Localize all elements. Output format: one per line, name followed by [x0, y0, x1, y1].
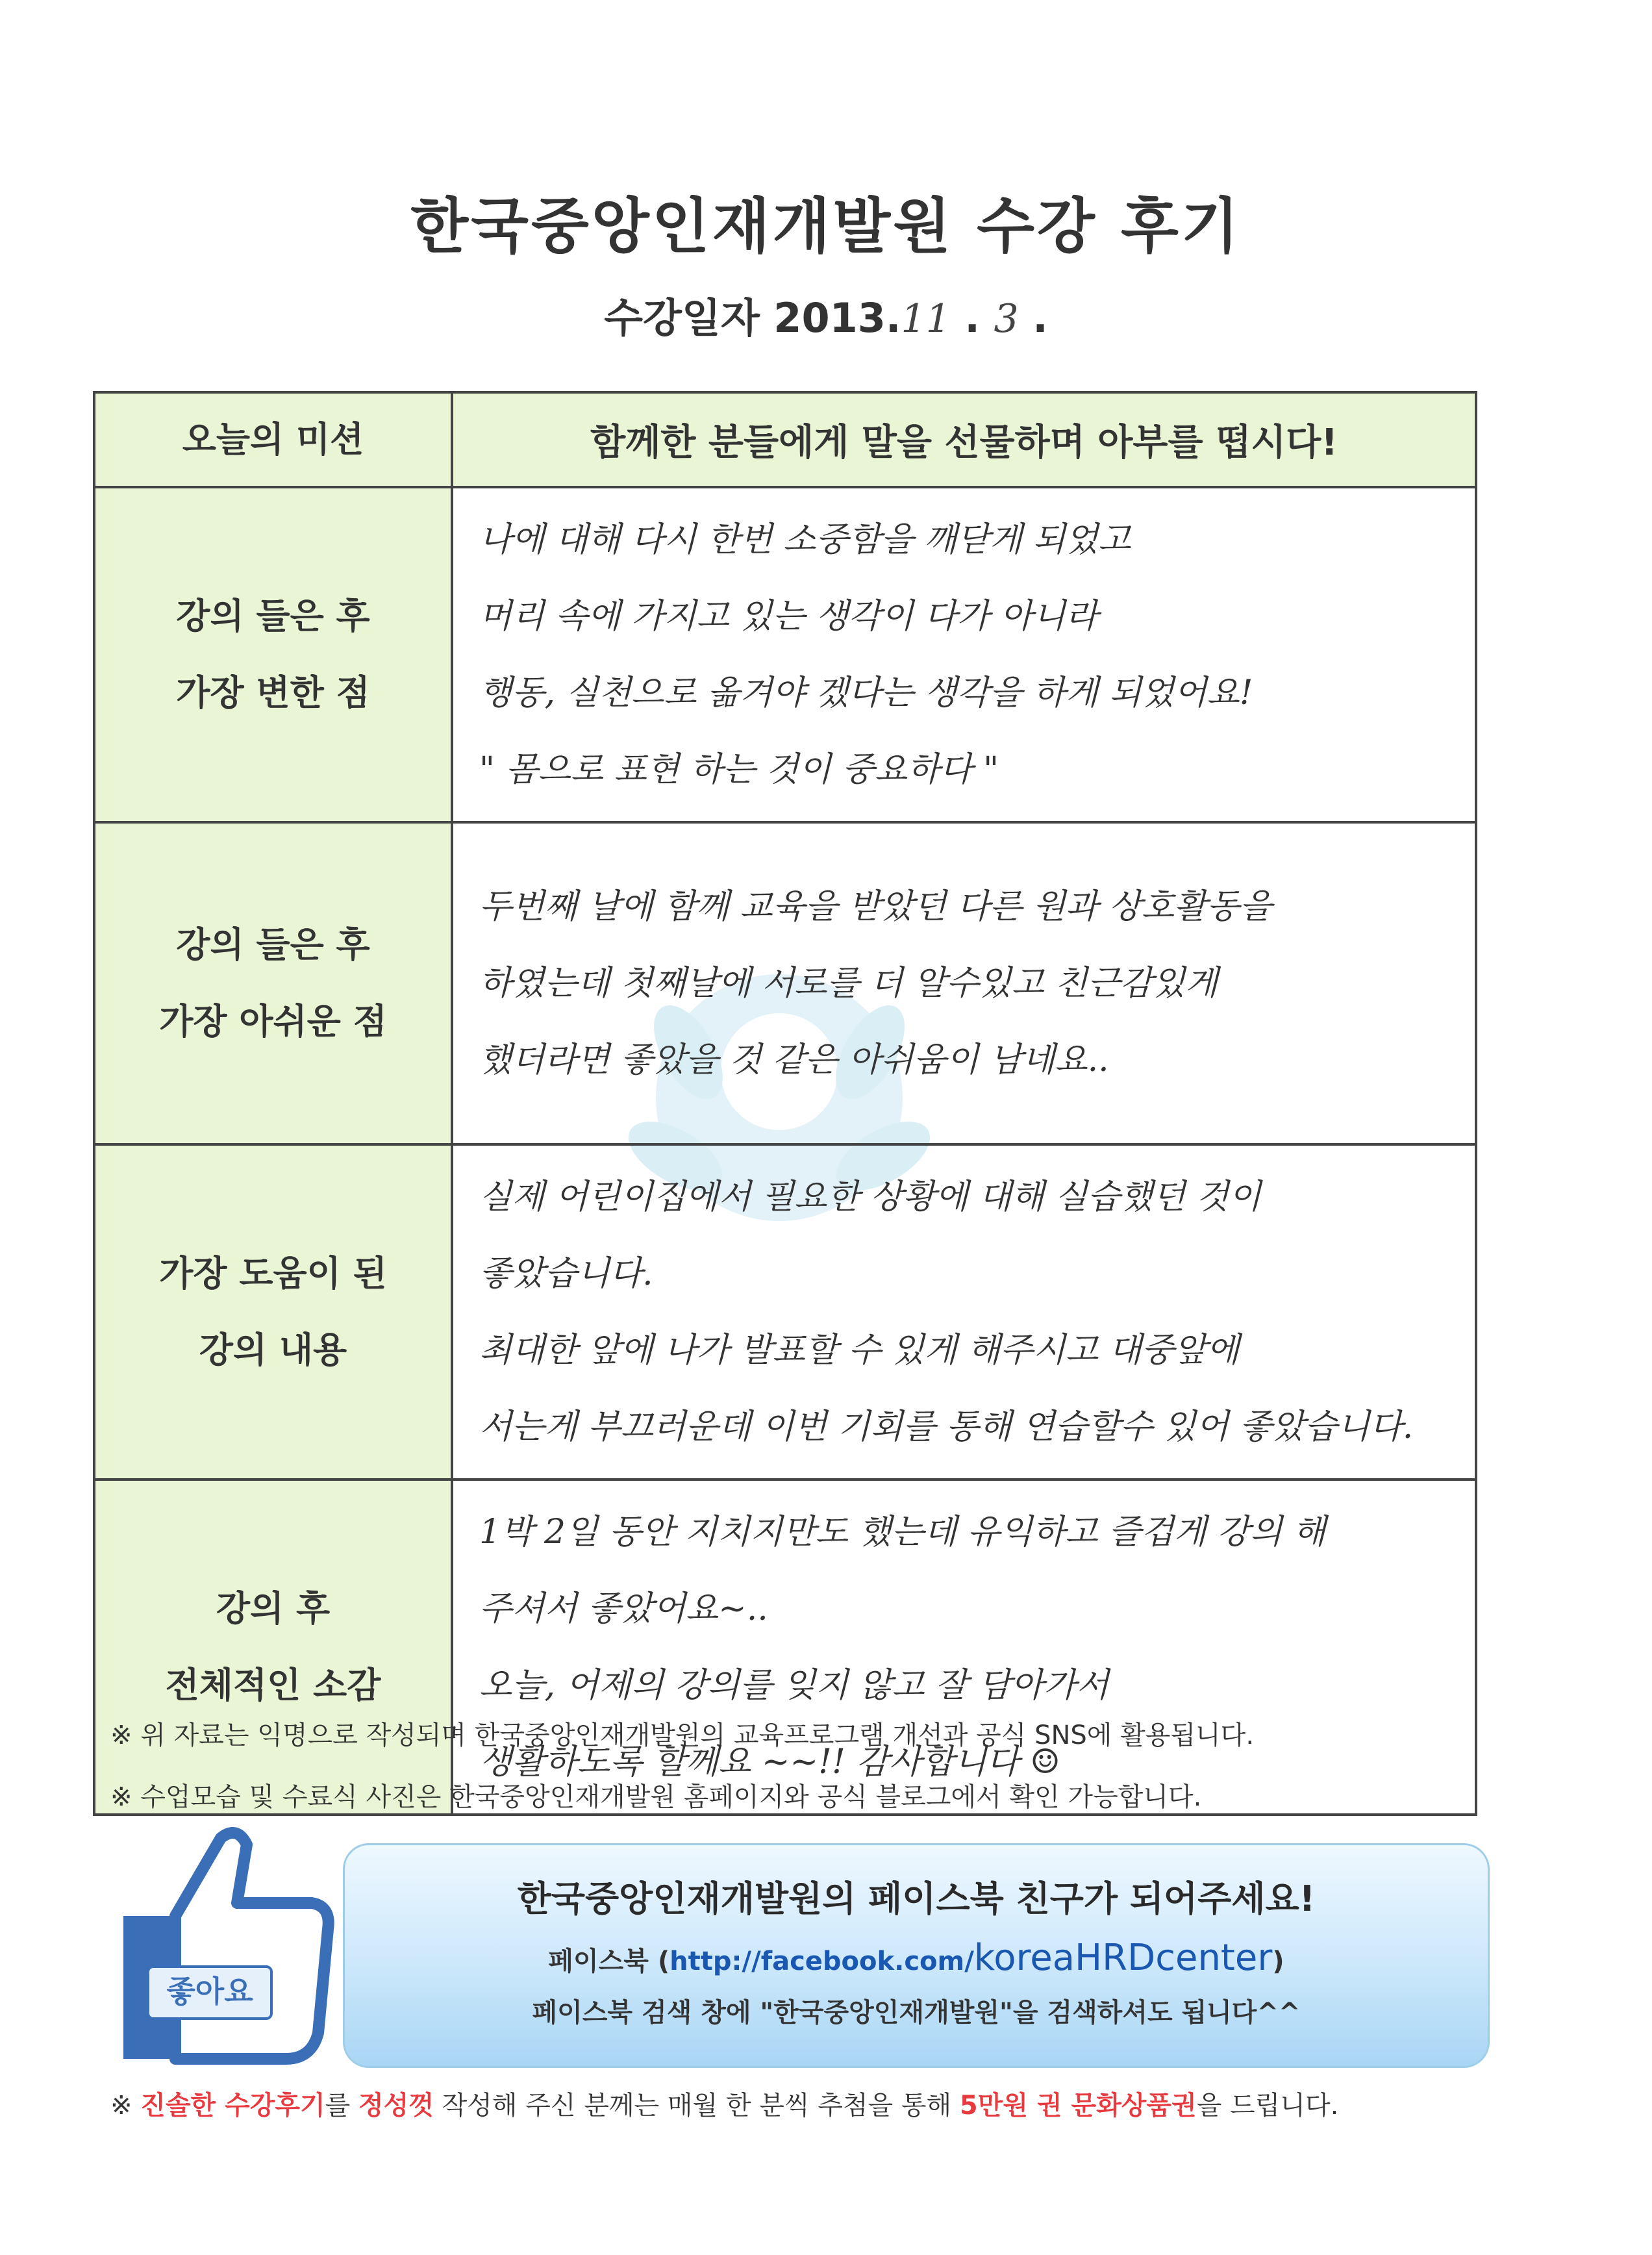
- facebook-url-big[interactable]: koreaHRDcenter: [973, 1937, 1273, 1979]
- table-row: [94, 487, 1476, 822]
- answer-line: 머리 속에 가지고 있는 생각이 다가 아니라: [479, 597, 1099, 636]
- reward-note: [110, 2085, 1338, 2122]
- row-label-line2: 전체적인 소감: [165, 1665, 381, 1706]
- like-label: 좋아요: [166, 1974, 253, 2009]
- privacy-note: ※ 위 자료는 익명으로 작성되며 한국중앙인재개발원의 교육프로그램 개선과 공식 SNS에 활용됩니다.: [110, 1720, 1255, 1750]
- review-table: [93, 391, 1477, 1816]
- thumbs-up-icon: [97, 1819, 338, 2065]
- date-label: 수강일자 2013.: [604, 294, 901, 342]
- facebook-url-line: [345, 1937, 1488, 1979]
- answer-line: 좋았습니다.: [479, 1254, 653, 1293]
- mission-row: [94, 392, 1476, 487]
- answer-line: 하였는데 첫째날에 서로를 더 알수있고 친근감있게: [479, 964, 1218, 1003]
- mission-label: 오늘의 미션: [94, 392, 452, 487]
- answer-cell: [452, 1144, 1476, 1480]
- reward-highlight-3: 5만원 권 문화상품권: [959, 2091, 1197, 2121]
- mission-text: 함께한 분들에게 말을 선물하며 아부를 떱시다!: [452, 392, 1476, 487]
- answer-line: 생활하도록 할께요 ~~!! 감사합니다 ☺: [479, 1743, 1060, 1782]
- reward-text-2: 작성해 주신 분께는 매월 한 분씩 추첨을 통해: [433, 2091, 960, 2121]
- row-label-line2: 가장 변한 점: [176, 672, 370, 713]
- answer-line: 실제 어린이집에서 필요한 상황에 대해 실습했던 것이: [479, 1178, 1262, 1216]
- reward-prefix: ※: [110, 2091, 141, 2121]
- facebook-url-prefix: 페이스북 (: [548, 1946, 670, 1976]
- reward-highlight-2: 정성껏: [358, 2091, 434, 2121]
- answer-line: 두번째 날에 함께 교육을 받았던 다른 원과 상호활동을: [479, 887, 1272, 926]
- answer-line: 서는게 부끄러운데 이번 기회를 통해 연습할수 있어 좋았습니다.: [479, 1407, 1414, 1446]
- answer-line: " 몸으로 표현 하는 것이 중요하다 ": [479, 750, 999, 789]
- answer-line: 행동, 실천으로 옮겨야 겠다는 생각을 하게 되었어요!: [479, 674, 1253, 712]
- row-label-line2: 강의 내용: [199, 1329, 347, 1370]
- answer-line: 했더라면 좋았을 것 같은 아쉬움이 남네요..: [479, 1040, 1109, 1079]
- answer-line: 1박 2일 동안 지치지만도 했는데 유익하고 즐겁게 강의 해: [479, 1513, 1326, 1552]
- row-label-line1: 강의 들은 후: [176, 596, 370, 636]
- date-month: 11: [901, 296, 951, 342]
- facebook-banner: [343, 1843, 1490, 2068]
- row-label-line2: 가장 아쉬운 점: [159, 1001, 387, 1042]
- reward-text-3: 을 드립니다.: [1196, 2091, 1339, 2121]
- table-row: [94, 1480, 1476, 1815]
- date-day: 3: [994, 296, 1019, 342]
- row-label: [94, 487, 452, 822]
- row-label: [94, 822, 452, 1144]
- reward-highlight-1: 진솔한 수강후기: [140, 2091, 325, 2121]
- photo-note: ※ 수업모습 및 수료식 사진은 한국중앙인재개발원 홈페이지와 공식 블로그에서 확인 가능합니다.: [110, 1782, 1202, 1812]
- answer-cell: [452, 487, 1476, 822]
- date-line: 수강일자 2013.11 . 3 .: [604, 294, 1048, 342]
- row-label-line1: 강의 들은 후: [176, 924, 370, 965]
- facebook-url-suffix: ): [1272, 1946, 1284, 1976]
- answer-cell: [452, 1480, 1476, 1815]
- row-label-line1: 강의 후: [216, 1588, 331, 1629]
- row-label: [94, 1480, 452, 1815]
- facebook-url-small[interactable]: http://facebook.com/: [670, 1946, 974, 1976]
- answer-line: 나에 대해 다시 한번 소중함을 깨닫게 되었고: [479, 520, 1131, 559]
- row-label-line1: 가장 도움이 된: [159, 1253, 387, 1294]
- row-label: [94, 1144, 452, 1480]
- reward-text-1: 를: [325, 2091, 358, 2121]
- answer-cell: [452, 822, 1476, 1144]
- table-row: [94, 822, 1476, 1144]
- answer-line: 최대한 앞에 나가 발표할 수 있게 해주시고 대중앞에: [479, 1331, 1240, 1370]
- answer-line: 오늘, 어제의 강의를 잊지 않고 잘 담아가서: [479, 1666, 1109, 1705]
- facebook-title: 한국중앙인재개발원의 페이스북 친구가 되어주세요!: [517, 1878, 1316, 1919]
- facebook-search-text: 페이스북 검색 창에 "한국중앙인재개발원"을 검색하셔도 됩니다^^: [532, 1998, 1301, 2028]
- table-row: [94, 1144, 1476, 1480]
- answer-line: 주셔서 좋았어요~..: [479, 1589, 768, 1628]
- page-title: 한국중앙인재개발원 수강 후기: [410, 192, 1242, 261]
